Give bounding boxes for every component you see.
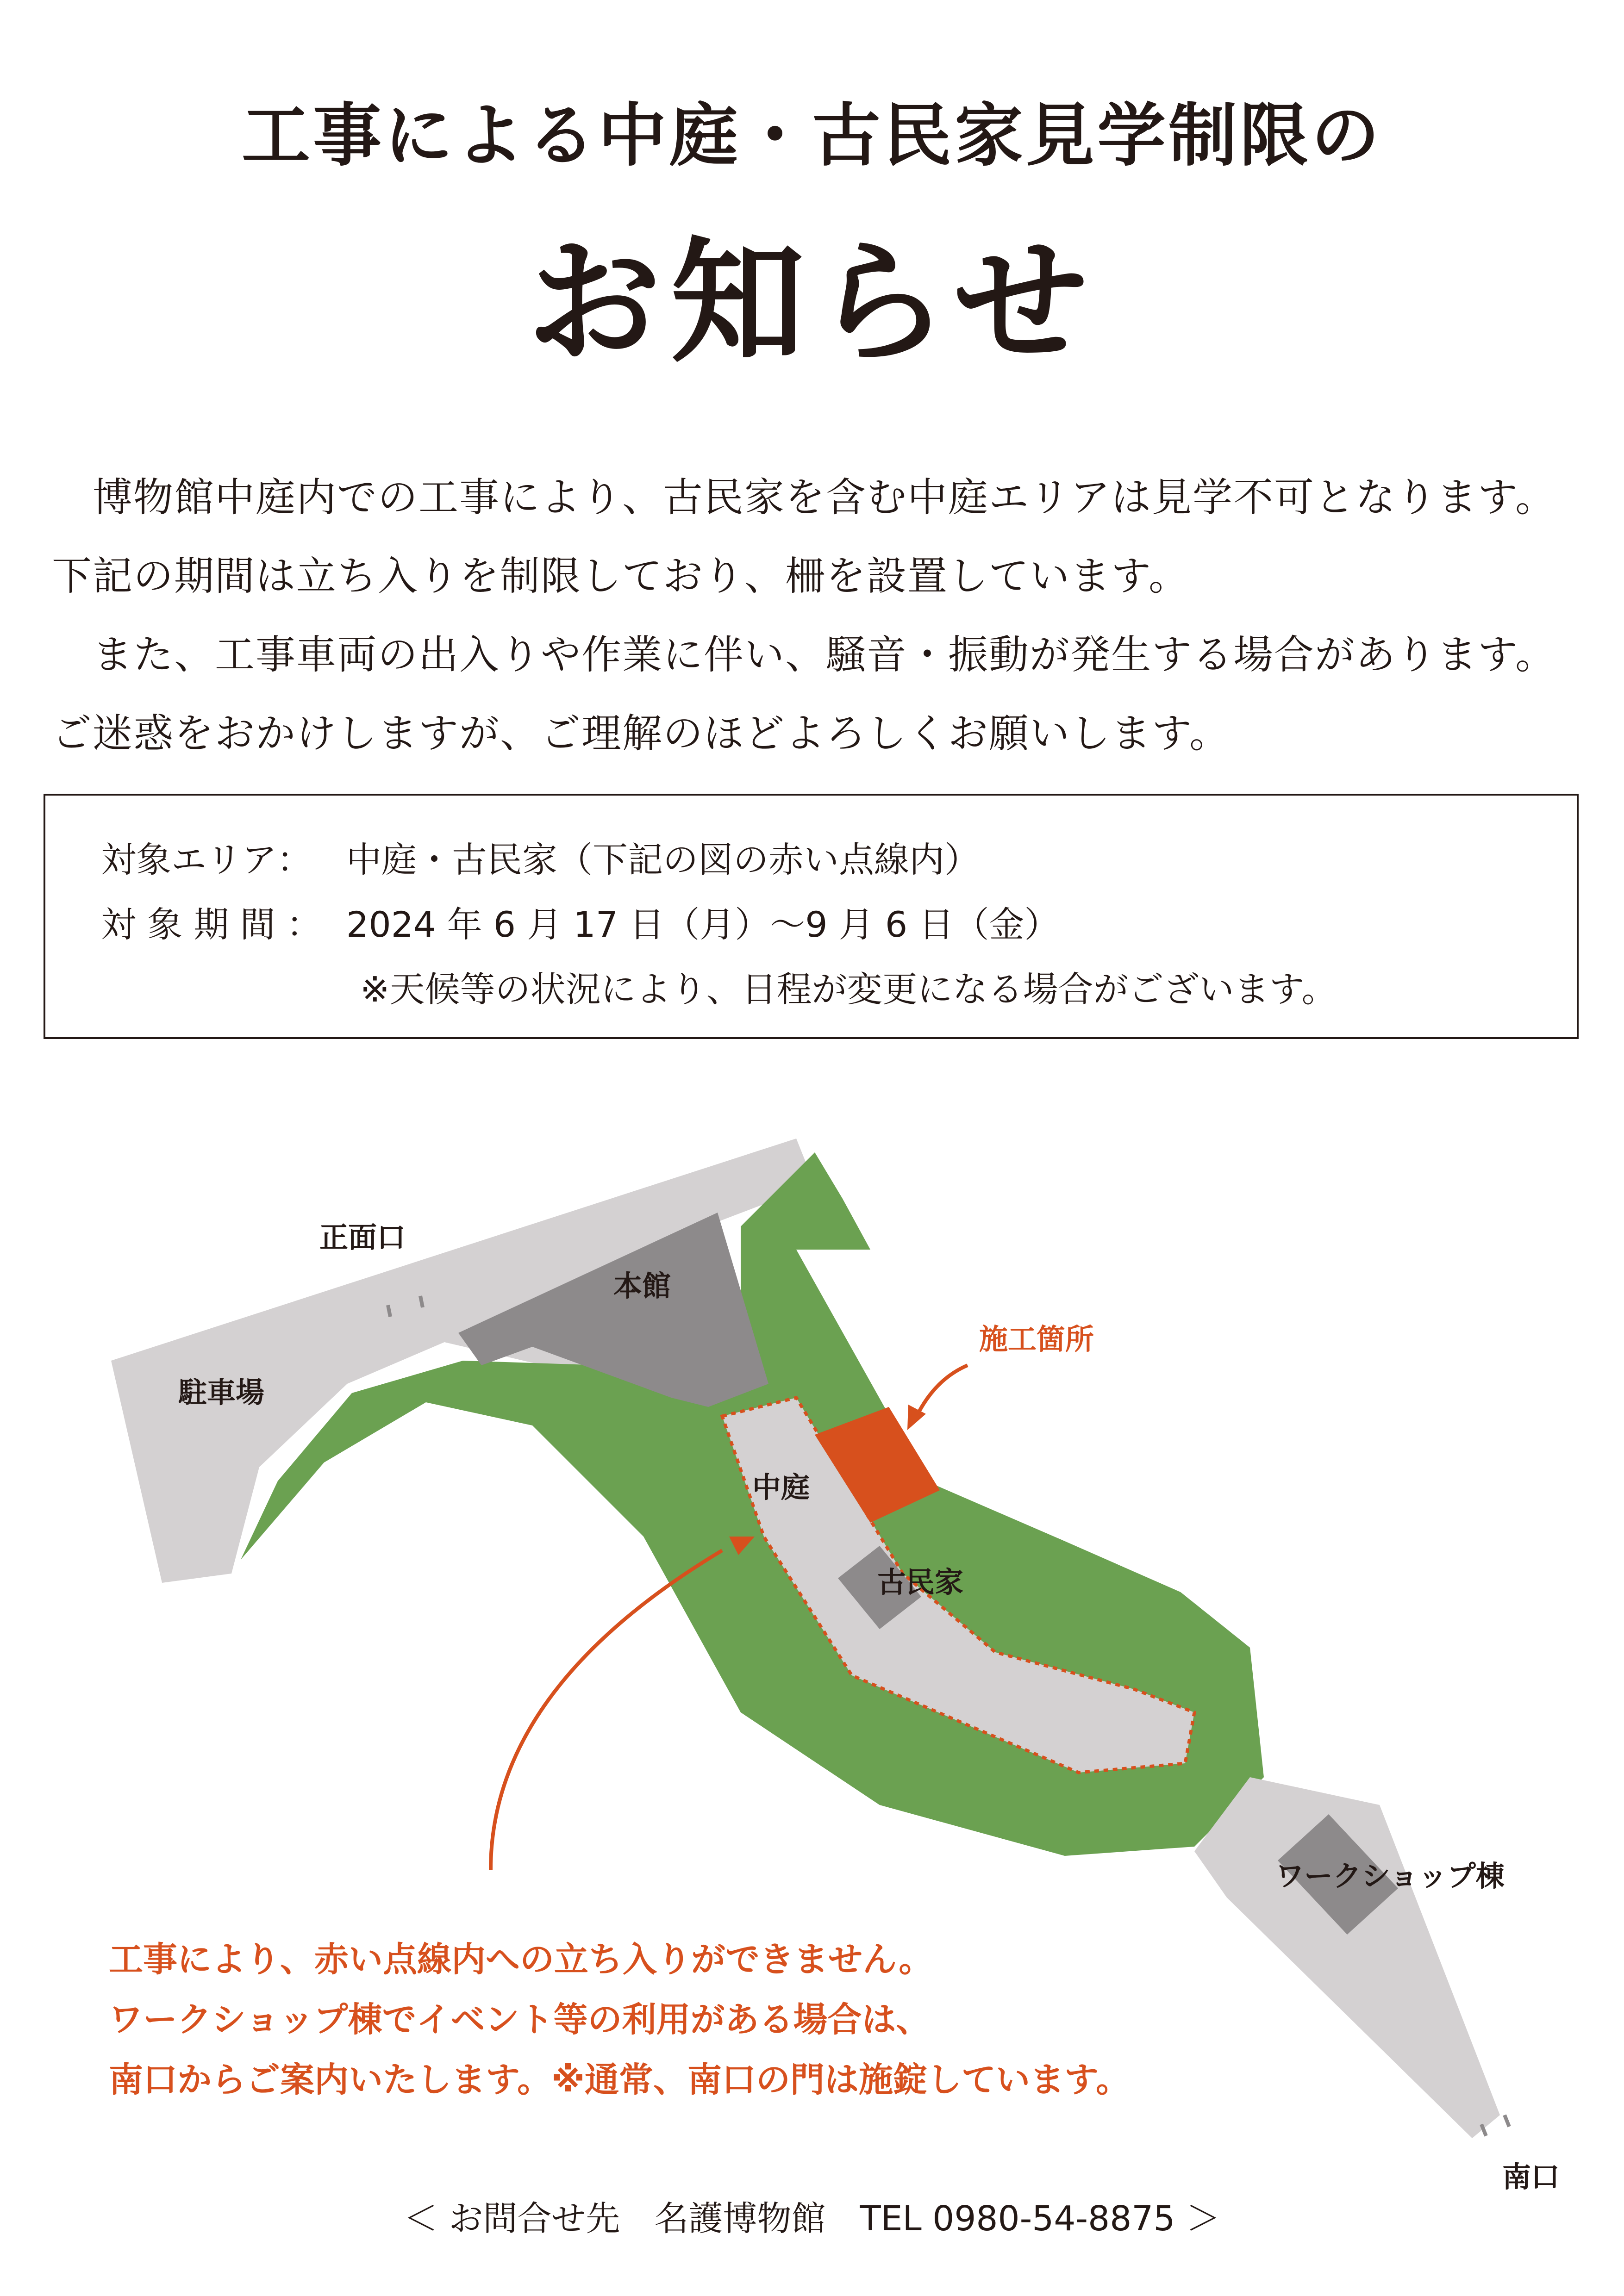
entry-prohibited-notice-line1: 工事により、赤い点線内への立ち入りができません。	[109, 1940, 933, 1979]
map-label-workshop: ワークショップ棟	[1275, 1859, 1505, 1893]
target-area-label: 対象エリア：	[101, 839, 312, 880]
map-label-south-gate: 南口	[1502, 2160, 1560, 2194]
map-label-main-gate: 正面口	[319, 1220, 406, 1254]
map-label-parking: 駐車場	[178, 1375, 265, 1409]
schedule-change-note: ※天候等の状況により、日程が変更になる場合がございます。	[360, 969, 1337, 1010]
target-period-row	[101, 896, 1059, 947]
target-info-box	[44, 794, 1579, 1039]
map-label-main-building: 本館	[613, 1269, 671, 1303]
target-area-row	[101, 832, 980, 882]
notice-title-line1: 工事による中庭・古民家見学制限の	[242, 96, 1382, 175]
body-paragraph-2: また、工事車両の出入りや作業に伴い、騒音・振動が発生する場合があります。ご迷惑をおかけしますが、ご理解のほどよろしくお願いします。	[52, 632, 1556, 757]
map-label-courtyard: 中庭	[752, 1470, 810, 1504]
map-label-construction-site: 施工箇所	[979, 1322, 1094, 1356]
map-label-old-house: 古民家	[877, 1565, 964, 1599]
construction-site-arrow-head	[907, 1405, 926, 1430]
workshop-area	[1194, 1777, 1500, 2138]
entry-prohibited-notice-line3: 南口からご案内いたします。※通常、南口の門は施錠しています。	[109, 2060, 1131, 2100]
body-paragraph-1: 博物館中庭内での工事により、古民家を含む中庭エリアは見学不可となります。下記の期間は立ち入りを制限しており、柵を設置しています。	[52, 474, 1556, 599]
target-period-value: 2024 年 6 月 17 日（月）～9 月 6 日（金）	[346, 904, 1060, 945]
construction-site-arrow	[917, 1365, 968, 1416]
notice-title-line2: お知らせ	[527, 225, 1097, 381]
entry-prohibited-notice-line2: ワークショップ棟でイベント等の利用がある場合は、	[109, 2000, 931, 2040]
target-area-value: 中庭・古民家（下記の図の赤い点線内）	[346, 839, 980, 880]
target-period-label: 対 象 期 間 ：	[101, 904, 322, 945]
contact-info: ＜ お問合せ先 名護博物館 TEL 0980-54-8875 ＞	[404, 2199, 1220, 2239]
